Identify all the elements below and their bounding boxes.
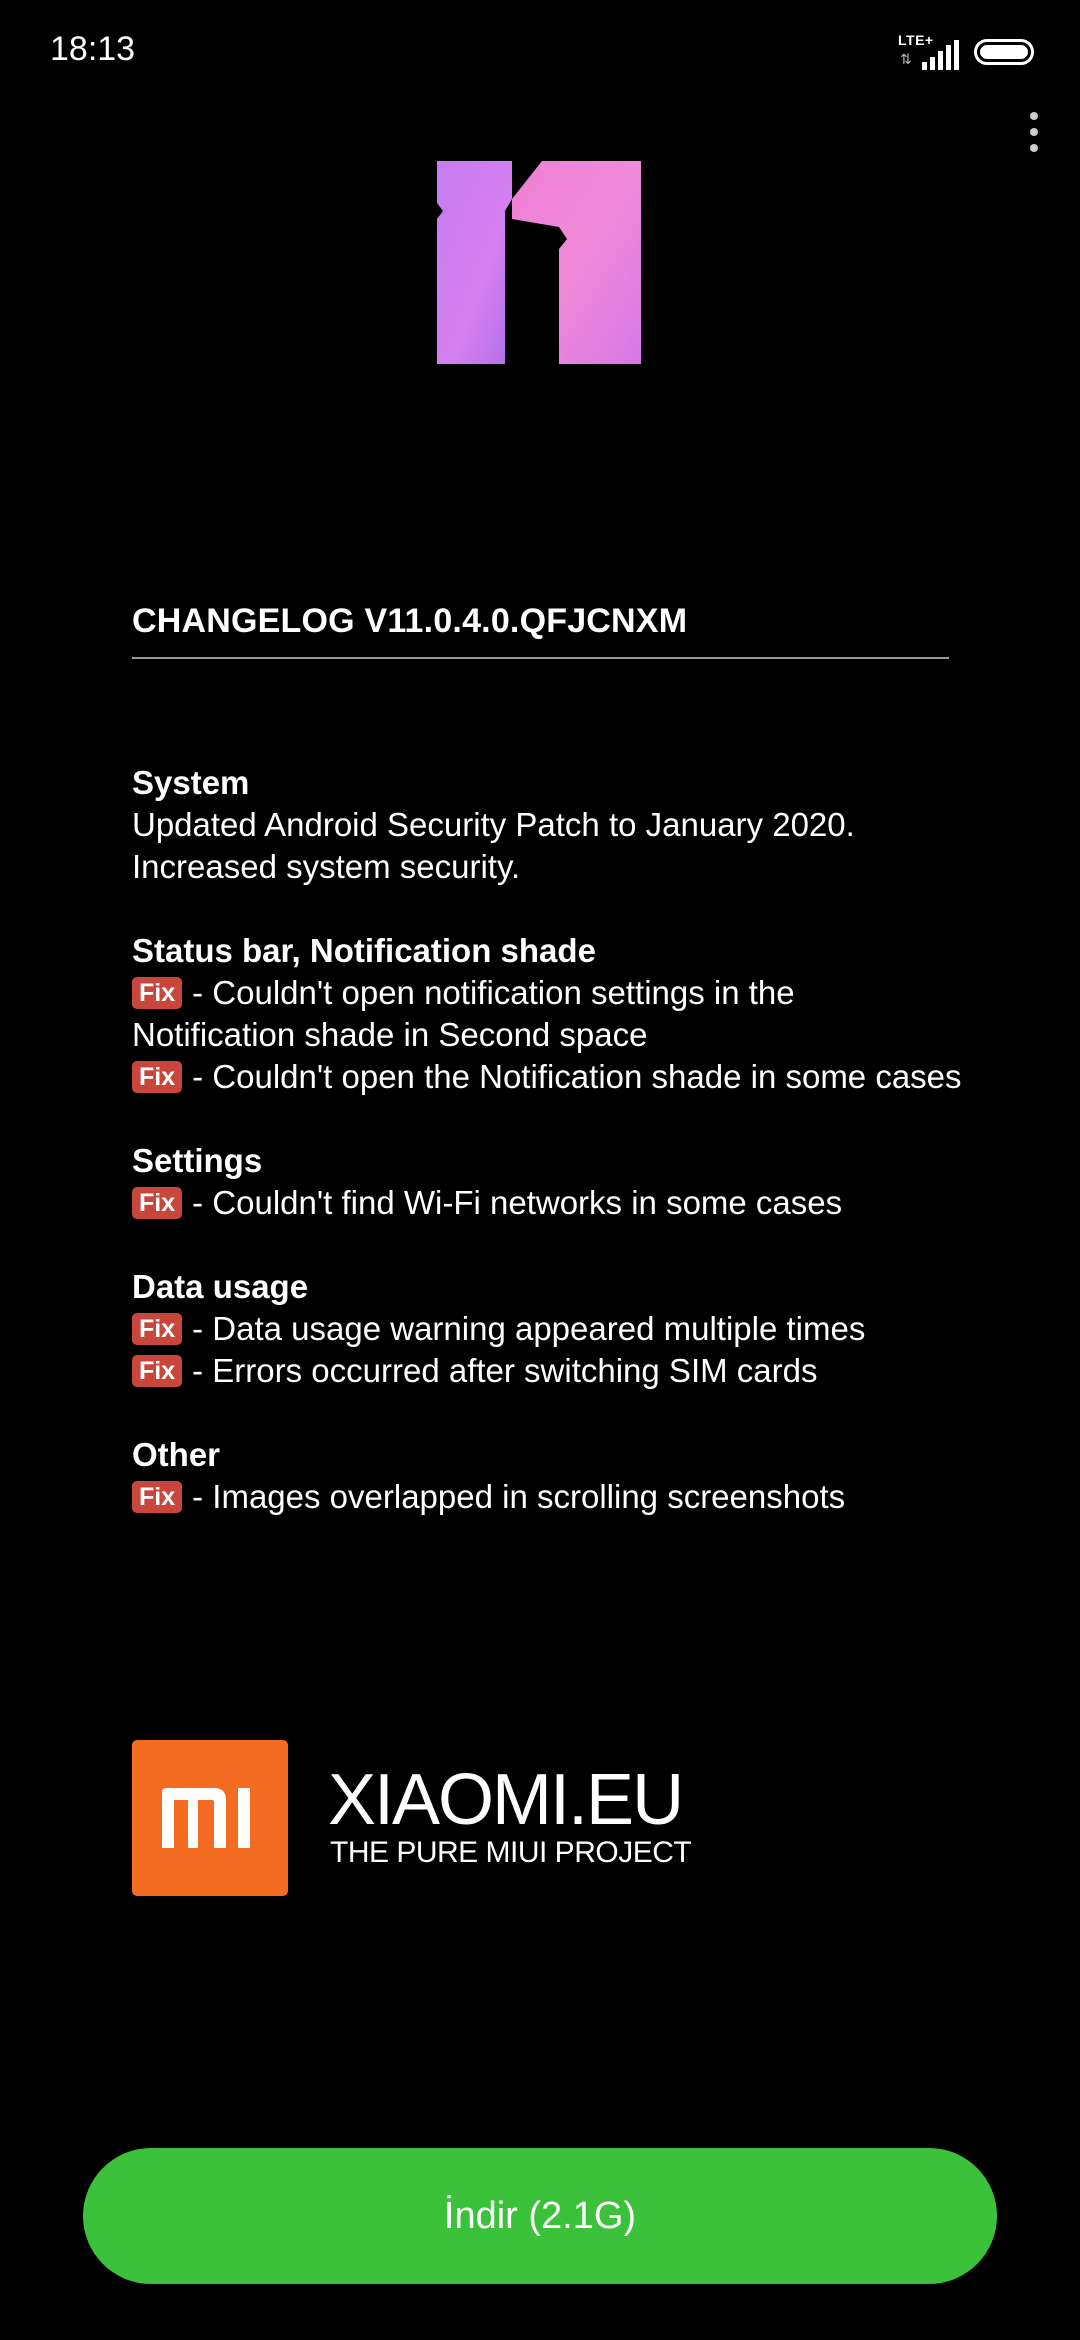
more-vertical-icon xyxy=(1030,112,1038,120)
fix-badge: Fix xyxy=(132,1313,182,1345)
network-type-label: LTE+ xyxy=(898,32,934,48)
section-title: System xyxy=(132,764,250,801)
changelog-line: Updated Android Security Patch to January 2020. xyxy=(132,806,855,843)
status-time: 18:13 xyxy=(50,30,136,68)
changelog-fix-item xyxy=(132,1476,962,1518)
mi-glyph xyxy=(162,1788,258,1848)
data-activity-icon: ⇅ xyxy=(900,51,912,67)
fix-text: - Couldn't open notification settings in the Notification shade in Second space xyxy=(132,974,795,1053)
signal-bars-icon xyxy=(916,40,960,70)
section-title: Status bar, Notification shade xyxy=(132,932,596,969)
fix-badge: Fix xyxy=(132,1061,182,1093)
changelog-fix-item xyxy=(132,1056,962,1098)
download-button[interactable]: İndir (2.1G) xyxy=(83,2148,997,2284)
changelog-fix-item xyxy=(132,1308,962,1350)
menu-dot xyxy=(1030,144,1038,152)
fix-text: - Errors occurred after switching SIM cards xyxy=(192,1352,818,1389)
changelog-fix-item xyxy=(132,1182,962,1224)
mi-logo-icon xyxy=(132,1740,288,1896)
changelog-line: Increased system security. xyxy=(132,848,521,885)
menu-dot xyxy=(1030,128,1038,136)
brand-name: XIAOMI.EU xyxy=(328,1760,683,1840)
fix-text: - Data usage warning appeared multiple times xyxy=(192,1310,866,1347)
fix-text: - Couldn't find Wi-Fi networks in some cases xyxy=(192,1184,843,1221)
changelog-section-system xyxy=(132,762,962,888)
fix-text: - Couldn't open the Notification shade in some cases xyxy=(192,1058,962,1095)
changelog-section-status-bar xyxy=(132,930,962,1098)
fix-badge: Fix xyxy=(132,1187,182,1219)
changelog-section-settings xyxy=(132,1140,962,1224)
status-bar xyxy=(0,0,1080,100)
section-title: Other xyxy=(132,1436,221,1473)
fix-badge: Fix xyxy=(132,1355,182,1387)
section-title: Settings xyxy=(132,1142,263,1179)
section-title: Data usage xyxy=(132,1268,309,1305)
status-icons xyxy=(898,34,1034,70)
changelog-fix-item xyxy=(132,972,962,1056)
changelog-section-data-usage xyxy=(132,1266,962,1392)
fix-badge: Fix xyxy=(132,977,182,1009)
battery-level xyxy=(980,45,1028,59)
changelog-body xyxy=(132,762,962,1560)
changelog-fix-item xyxy=(132,1350,962,1392)
title-divider xyxy=(132,657,949,659)
fix-text: - Images overlapped in scrolling screenshots xyxy=(192,1478,846,1515)
changelog-title: CHANGELOG V11.0.4.0.QFJCNXM xyxy=(132,602,688,640)
brand-tagline: THE PURE MIUI PROJECT xyxy=(330,1836,692,1869)
xiaomi-eu-brand xyxy=(132,1740,692,1898)
battery-icon xyxy=(974,39,1034,65)
changelog-section-other xyxy=(132,1434,962,1518)
fix-badge: Fix xyxy=(132,1481,182,1513)
signal-icon xyxy=(898,34,960,70)
more-options-button[interactable] xyxy=(1014,104,1054,160)
miui-11-logo-icon xyxy=(437,161,643,367)
